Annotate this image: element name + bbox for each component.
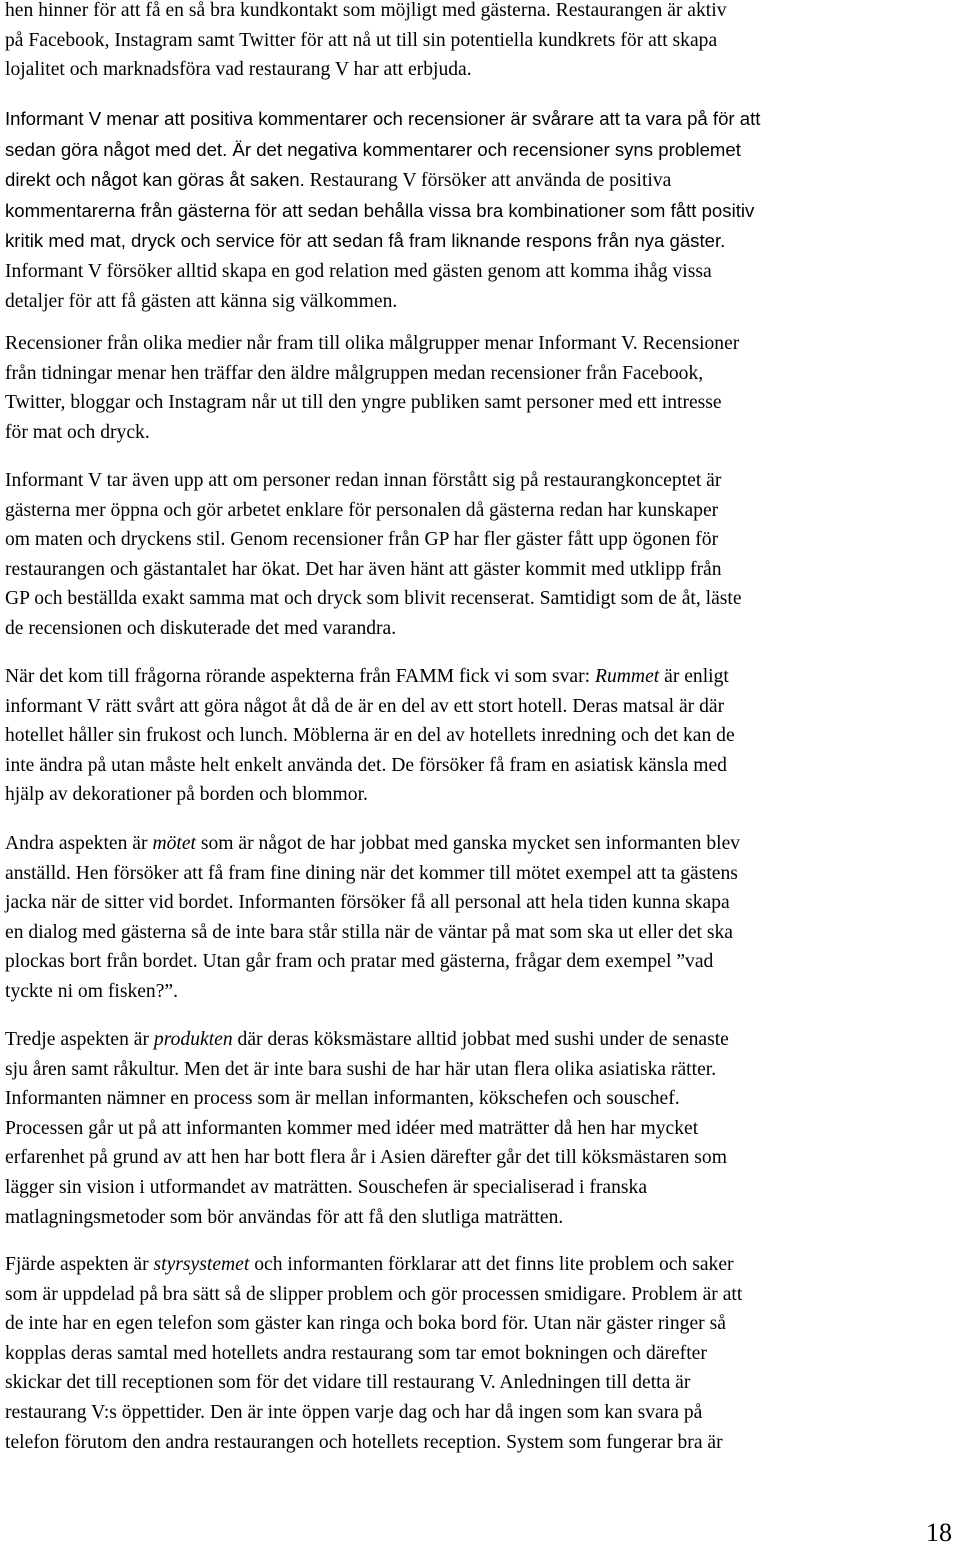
text-line: [5, 1368, 957, 1398]
text-line: [5, 525, 957, 555]
text-line: [5, 55, 957, 85]
text-line: [5, 721, 957, 751]
text-segment: Andra aspekten är: [5, 833, 153, 854]
text-line: [5, 977, 957, 1007]
text-segment: gästerna mer öppna och gör arbetet enklare för personalen då gästerna redan har kunskaper: [5, 499, 719, 521]
text-segment: Är det negativa kommentarer och recensioner syns problemet: [227, 138, 741, 160]
text-segment: som är något de har jobbat med ganska mycket sen informanten blev: [195, 833, 741, 854]
text-line: [5, 859, 957, 889]
text-segment: och informanten förklarar att det finns lite problem och saker: [249, 1254, 734, 1275]
text-segment: Tredje aspekten är: [5, 1029, 154, 1050]
text-segment: Fjärde aspekten är: [5, 1254, 154, 1275]
paragraph: [5, 1025, 957, 1232]
paragraph: [5, 662, 957, 810]
italic-term: styrsystemet: [153, 1254, 250, 1275]
text-line: [5, 780, 957, 810]
text-line: [5, 584, 957, 614]
text-line: [5, 1428, 957, 1458]
text-line: [5, 418, 957, 448]
text-segment: direkt och något kan göras åt saken.: [5, 169, 305, 191]
text-line: [5, 0, 957, 26]
italic-term: Rummet: [595, 666, 660, 687]
text-segment: plockas bort från bordet. Utan går fram och pratar med gästerna, frågar dem exempel ”vad: [5, 951, 714, 973]
text-segment: kritik med mat, dryck och service för att sedan få fram liknande respons från nya gäster.: [5, 230, 726, 252]
text-line: [5, 947, 957, 977]
text-segment: som är uppdelad på bra sätt så de slipper problem och gör processen smidigare. Problem är att: [5, 1283, 743, 1305]
text-segment: Informant V menar att positiva kommentarer och recensioner är svårare att ta vara på för att: [5, 108, 761, 129]
italic-term: produkten: [153, 1029, 233, 1050]
text-line: [5, 196, 957, 227]
text-line: [5, 226, 957, 257]
text-line: [5, 329, 957, 359]
text-line: [5, 555, 957, 585]
text-segment: de recensionen och diskuterade det med varandra.: [5, 617, 397, 639]
text-segment: Twitter, bloggar och Instagram når ut till den yngre publiken samt personer med ett intresse: [5, 392, 722, 414]
text-segment: är enligt: [659, 666, 729, 687]
text-line: [5, 751, 957, 781]
text-segment: telefon förutom den andra restaurangen och hotellets reception. System som fungerar bra är: [5, 1431, 723, 1453]
text-segment: hen hinner för att få en så bra kundkontakt som möjligt med gästerna. Restaurangen är aktiv: [5, 0, 727, 21]
text-line: [5, 26, 957, 56]
text-segment: sju åren samt råkultur. Men det är inte bara sushi de har här utan flera olika asiatiska rätter.: [5, 1058, 717, 1080]
paragraph: [5, 329, 957, 447]
text-segment: lägger sin vision i utformandet av maträtten. Souschefen är specialiserad i franska: [5, 1176, 648, 1198]
text-line: [5, 1084, 957, 1114]
text-segment: detaljer för att få gästen att känna sig välkommen.: [5, 290, 398, 312]
text-segment: anställd. Hen försöker att få fram fine dining när det kommer till mötet exempel att ta gästens: [5, 862, 738, 884]
text-line: [5, 614, 957, 644]
text-segment: erfarenhet på grund av att hen har bott flera år i Asien därefter går det till köksmästaren som: [5, 1147, 727, 1169]
text-line: [5, 918, 957, 948]
text-segment: GP och beställda exakt samma mat och dryck som blivit recenserat. Samtidigt som de åt, läste: [5, 588, 742, 610]
text-line: [5, 1203, 957, 1233]
paragraph: [5, 0, 957, 85]
text-segment: på Facebook, Instagram samt Twitter för att nå ut till sin potentiella kundkrets för att skapa: [5, 29, 718, 51]
text-line: [5, 1309, 957, 1339]
text-line: [5, 1143, 957, 1173]
text-line: [5, 287, 957, 317]
text-line: [5, 257, 957, 287]
text-segment: hjälp av dekorationer på borden och blommor.: [5, 784, 368, 806]
text-line: [5, 104, 957, 135]
text-segment: matlagningsmetoder som bör användas för att få den slutliga maträtten.: [5, 1206, 564, 1228]
text-segment: om maten och dryckens stil. Genom recensioner från GP har fler gäster fått upp ögonen för: [5, 529, 719, 551]
text-segment: Processen går ut på att informanten kommer med idéer med maträtter då hen har mycket: [5, 1117, 699, 1139]
text-line: [5, 888, 957, 918]
text-segment: kommentarerna från gästerna för att sedan behålla vissa bra kombinationer som fått positiv: [5, 199, 755, 221]
italic-term: mötet: [152, 833, 196, 854]
text-line: [5, 1398, 957, 1428]
text-segment: jacka när de sitter vid bordet. Informanten försöker få all personal att hela tiden kunna skapa: [5, 892, 730, 914]
paragraph: [5, 466, 957, 644]
text-segment: hotellet håller sin frukost och lunch. Möblerna är en del av hotellets inredning och det kan de: [5, 725, 735, 747]
text-segment: de inte har en egen telefon som gäster kan ringa och boka bord för. Utan när gäster ringer så: [5, 1313, 726, 1335]
paragraph: [5, 1250, 957, 1457]
text-segment: sedan göra något med det.: [5, 138, 228, 160]
text-line: [5, 1055, 957, 1085]
text-segment: tyckte ni om fisken?”.: [5, 980, 179, 1002]
text-line: [5, 1280, 957, 1310]
text-line: [5, 135, 957, 166]
text-line: [5, 1114, 957, 1144]
page-number: 18: [926, 1518, 952, 1547]
text-segment: restaurangen och gästantalet har ökat. Det har även hänt att gäster kommit med utklipp från: [5, 558, 722, 580]
text-line: [5, 1339, 957, 1369]
paragraph: [5, 104, 957, 316]
paragraph: [5, 829, 957, 1007]
text-line: [5, 359, 957, 389]
text-segment: Recensioner från olika medier når fram till olika målgrupper menar Informant V. Recensioner: [5, 333, 740, 354]
text-line: [5, 165, 957, 196]
text-line: [5, 1025, 957, 1055]
text-line: [5, 662, 957, 692]
text-segment: för mat och dryck.: [5, 421, 150, 443]
text-segment: Informanten nämner en process som är mellan informanten, kökschefen och souschef.: [5, 1088, 680, 1110]
text-segment: Restaurang V försöker att använda de positiva: [304, 170, 672, 192]
text-line: [5, 1250, 957, 1280]
text-segment: Informant V försöker alltid skapa en god relation med gästen genom att komma ihåg vissa: [5, 260, 712, 282]
text-segment: Informant V tar även upp att om personer redan innan förstått sig på restaurangkonceptet är: [5, 470, 722, 491]
text-segment: restaurang V:s öppettider. Den är inte öppen varje dag och har då ingen som kan svara på: [5, 1401, 703, 1423]
text-segment: en dialog med gästerna så de inte bara står stilla när de väntar på mat som ska ut eller det ska: [5, 921, 733, 943]
text-segment: kopplas deras samtal med hotellets andra restaurang som tar emot bokningen och därefter: [5, 1342, 707, 1364]
text-segment: informant V rätt svårt att göra något åt då de är en del av ett stort hotell. Deras matsal är där: [5, 695, 725, 717]
text-segment: inte ändra på utan måste helt enkelt använda det. De försöker få fram en asiatisk känsla med: [5, 754, 727, 776]
text-segment: från tidningar menar hen träffar den äldre målgruppen medan recensioner från Facebook,: [5, 362, 704, 384]
text-line: [5, 388, 957, 418]
text-segment: skickar det till receptionen som för det vidare till restaurang V. Anledningen till detta är: [5, 1372, 691, 1394]
text-segment: där deras köksmästare alltid jobbat med sushi under de senaste: [232, 1029, 729, 1050]
text-line: [5, 1173, 957, 1203]
text-line: [5, 466, 957, 496]
text-line: [5, 692, 957, 722]
text-segment: När det kom till frågorna rörande aspekterna från FAMM fick vi som svar:: [5, 666, 595, 687]
text-segment: lojalitet och marknadsföra vad restaurang V har att erbjuda.: [5, 59, 472, 81]
text-line: [5, 496, 957, 526]
text-line: [5, 829, 957, 859]
